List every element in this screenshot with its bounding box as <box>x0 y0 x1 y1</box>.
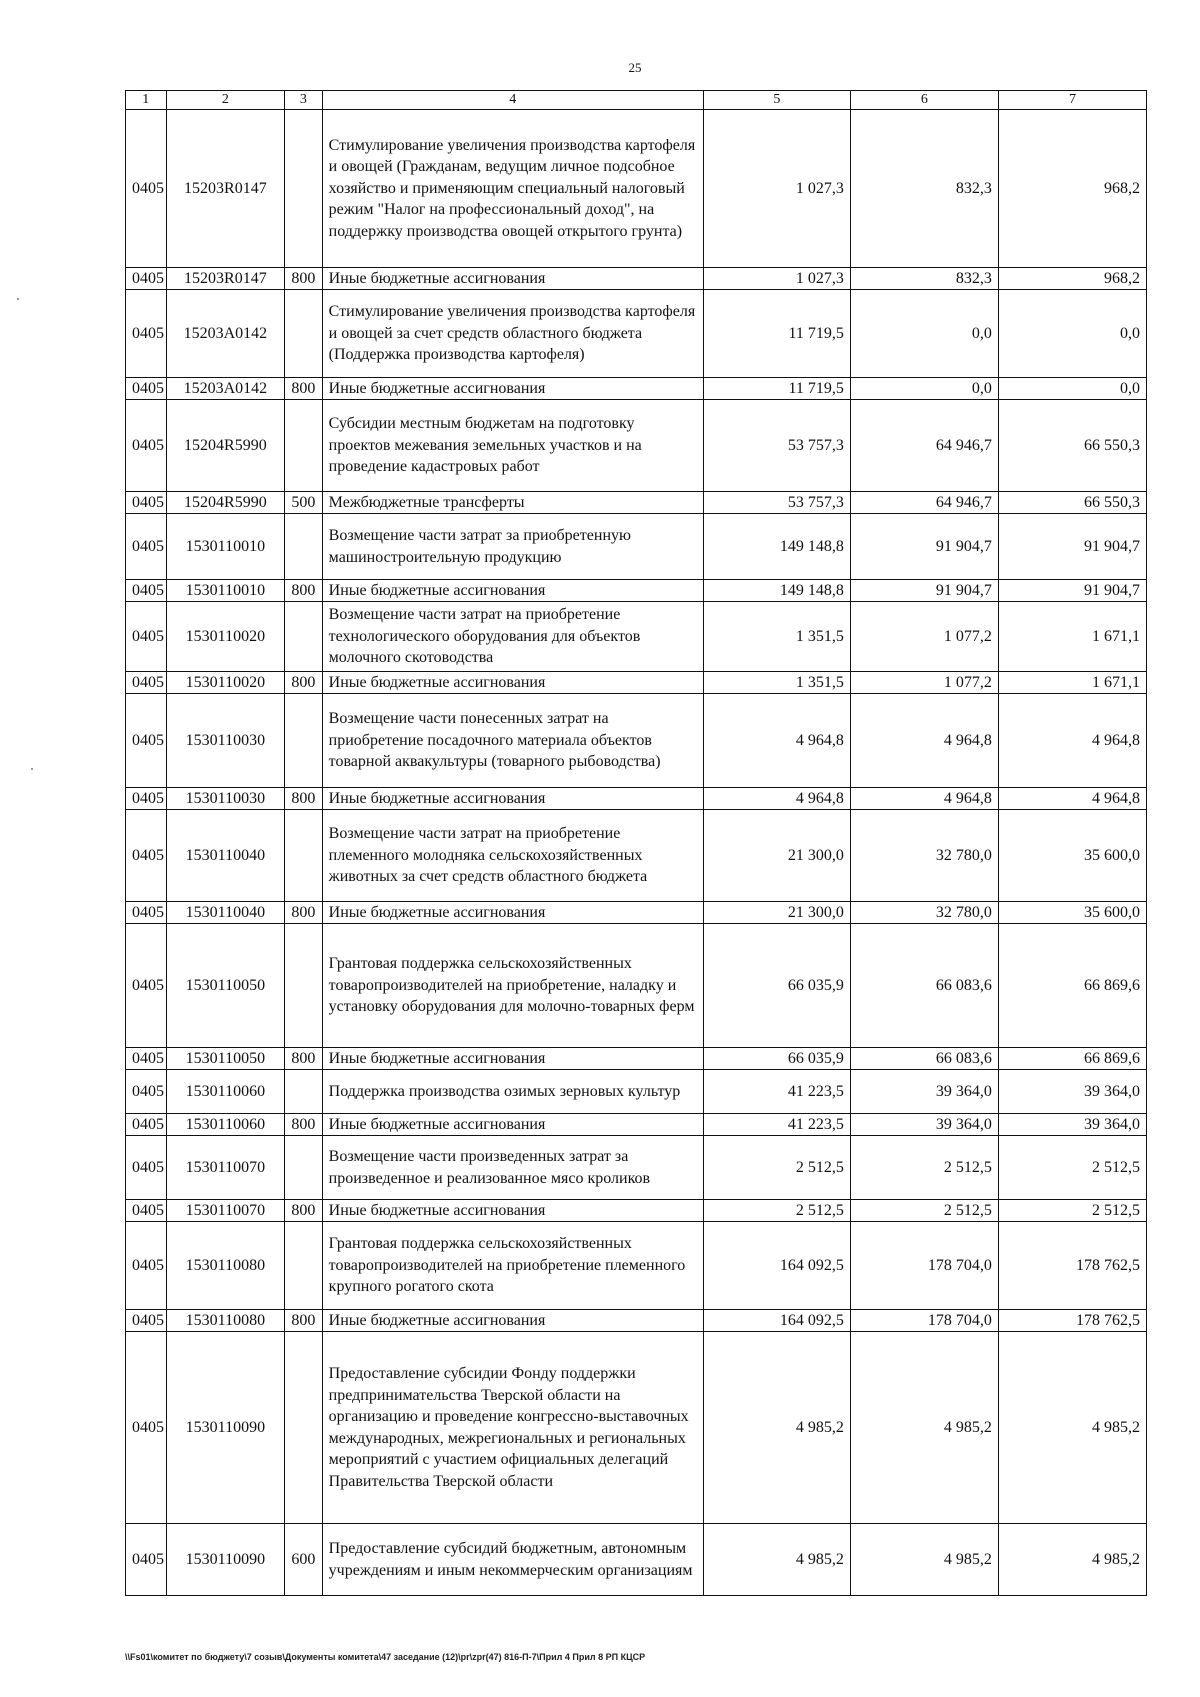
amount-col5-cell: 149 148,8 <box>703 580 850 602</box>
amount-col7-cell: 66 550,3 <box>998 492 1146 514</box>
footer-file-path: \\Fs01\комитет по бюджету\7 созыв\Документы комитета\47 заседание (12)\pr\zpr(47) 816-П-7\Прил 4 Прил 8 РП КЦСР <box>125 1652 646 1662</box>
header-cell: 2 <box>166 91 285 110</box>
item-name-cell: Предоставление субсидий бюджетным, автономным учреждениям и иным некоммерческим организациям <box>322 1524 703 1596</box>
section-code-cell: 0405 <box>126 810 167 902</box>
amount-col6-cell: 178 704,0 <box>850 1310 998 1332</box>
section-code-cell: 0405 <box>126 694 167 788</box>
target-code-cell: 1530110010 <box>166 514 285 580</box>
amount-col6-cell: 32 780,0 <box>850 810 998 902</box>
section-code-cell: 0405 <box>126 1114 167 1136</box>
expense-kind-cell: 800 <box>285 1310 323 1332</box>
section-code-cell: 0405 <box>126 290 167 378</box>
target-code-cell: 1530110070 <box>166 1136 285 1200</box>
header-cell: 3 <box>285 91 323 110</box>
amount-col6-cell: 91 904,7 <box>850 580 998 602</box>
expense-kind-cell <box>285 290 323 378</box>
target-code-cell: 1530110060 <box>166 1070 285 1114</box>
amount-col5-cell: 11 719,5 <box>703 378 850 400</box>
section-code-cell: 0405 <box>126 1524 167 1596</box>
item-name-cell: Иные бюджетные ассигнования <box>322 1114 703 1136</box>
amount-col7-cell: 2 512,5 <box>998 1136 1146 1200</box>
expense-kind-cell <box>285 694 323 788</box>
section-code-cell: 0405 <box>126 602 167 672</box>
target-code-cell: 1530110020 <box>166 672 285 694</box>
table-row <box>126 378 1147 400</box>
amount-col7-cell: 91 904,7 <box>998 514 1146 580</box>
amount-col6-cell: 39 364,0 <box>850 1070 998 1114</box>
table-row <box>126 788 1147 810</box>
amount-col7-cell: 39 364,0 <box>998 1114 1146 1136</box>
amount-col6-cell: 1 077,2 <box>850 602 998 672</box>
table-row <box>126 268 1147 290</box>
target-code-cell: 15203R0147 <box>166 110 285 268</box>
section-code-cell: 0405 <box>126 672 167 694</box>
expense-kind-cell: 800 <box>285 788 323 810</box>
table-row <box>126 110 1147 268</box>
item-name-cell: Возмещение части затрат на приобретение технологического оборудования для объектов молочного скотоводства <box>322 602 703 672</box>
amount-col5-cell: 11 719,5 <box>703 290 850 378</box>
amount-col6-cell: 32 780,0 <box>850 902 998 924</box>
expense-kind-cell: 800 <box>285 268 323 290</box>
expense-kind-cell: 800 <box>285 902 323 924</box>
expense-kind-cell: 800 <box>285 1200 323 1222</box>
target-code-cell: 1530110060 <box>166 1114 285 1136</box>
section-code-cell: 0405 <box>126 514 167 580</box>
amount-col6-cell: 2 512,5 <box>850 1136 998 1200</box>
target-code-cell: 1530110040 <box>166 810 285 902</box>
item-name-cell: Субсидии местным бюджетам на подготовку проектов межевания земельных участков и на проведение кадастровых работ <box>322 400 703 492</box>
amount-col7-cell: 35 600,0 <box>998 902 1146 924</box>
table-row <box>126 1524 1147 1596</box>
header-cell: 6 <box>850 91 998 110</box>
amount-col5-cell: 2 512,5 <box>703 1200 850 1222</box>
item-name-cell: Возмещение части понесенных затрат на приобретение посадочного материала объектов товарной аквакультуры (товарного рыбоводства) <box>322 694 703 788</box>
section-code-cell: 0405 <box>126 1200 167 1222</box>
budget-table <box>125 90 1147 1596</box>
amount-col7-cell: 35 600,0 <box>998 810 1146 902</box>
amount-col7-cell: 968,2 <box>998 268 1146 290</box>
section-code-cell: 0405 <box>126 268 167 290</box>
section-code-cell: 0405 <box>126 902 167 924</box>
section-code-cell: 0405 <box>126 924 167 1048</box>
amount-col6-cell: 0,0 <box>850 290 998 378</box>
table-row <box>126 1200 1147 1222</box>
header-cell: 1 <box>126 91 167 110</box>
amount-col7-cell: 968,2 <box>998 110 1146 268</box>
item-name-cell: Иные бюджетные ассигнования <box>322 1200 703 1222</box>
amount-col6-cell: 0,0 <box>850 378 998 400</box>
expense-kind-cell <box>285 110 323 268</box>
amount-col5-cell: 53 757,3 <box>703 492 850 514</box>
target-code-cell: 1530110050 <box>166 924 285 1048</box>
amount-col7-cell: 66 550,3 <box>998 400 1146 492</box>
amount-col5-cell: 66 035,9 <box>703 1048 850 1070</box>
section-code-cell: 0405 <box>126 1310 167 1332</box>
amount-col7-cell: 178 762,5 <box>998 1222 1146 1310</box>
amount-col5-cell: 41 223,5 <box>703 1114 850 1136</box>
amount-col6-cell: 832,3 <box>850 268 998 290</box>
expense-kind-cell: 800 <box>285 672 323 694</box>
item-name-cell: Иные бюджетные ассигнования <box>322 672 703 694</box>
section-code-cell: 0405 <box>126 1070 167 1114</box>
amount-col6-cell: 4 985,2 <box>850 1332 998 1524</box>
amount-col5-cell: 149 148,8 <box>703 514 850 580</box>
amount-col6-cell: 64 946,7 <box>850 400 998 492</box>
amount-col6-cell: 91 904,7 <box>850 514 998 580</box>
amount-col5-cell: 53 757,3 <box>703 400 850 492</box>
item-name-cell: Предоставление субсидии Фонду поддержки предпринимательства Тверской области на организацию и проведение конгрессно-выставочных международных, межрегиональных и региональных мероприятий с участием официальных делегаций Правительства Тверской области <box>322 1332 703 1524</box>
amount-col6-cell: 39 364,0 <box>850 1114 998 1136</box>
table-row <box>126 1332 1147 1524</box>
target-code-cell: 15204R5990 <box>166 400 285 492</box>
amount-col7-cell: 0,0 <box>998 290 1146 378</box>
item-name-cell: Грантовая поддержка сельскохозяйственных товаропроизводителей на приобретение племенного крупного рогатого скота <box>322 1222 703 1310</box>
section-code-cell: 0405 <box>126 1136 167 1200</box>
expense-kind-cell <box>285 1136 323 1200</box>
amount-col7-cell: 4 964,8 <box>998 788 1146 810</box>
table-row <box>126 1310 1147 1332</box>
item-name-cell: Стимулирование увеличения производства картофеля и овощей за счет средств областного бюджета (Поддержка производства картофеля) <box>322 290 703 378</box>
item-name-cell: Возмещение части затрат за приобретенную машиностроительную продукцию <box>322 514 703 580</box>
table-row <box>126 1114 1147 1136</box>
header-cell: 4 <box>322 91 703 110</box>
target-code-cell: 1530110090 <box>166 1332 285 1524</box>
item-name-cell: Иные бюджетные ассигнования <box>322 1048 703 1070</box>
expense-kind-cell <box>285 924 323 1048</box>
section-code-cell: 0405 <box>126 400 167 492</box>
expense-kind-cell: 800 <box>285 580 323 602</box>
expense-kind-cell: 500 <box>285 492 323 514</box>
amount-col7-cell: 2 512,5 <box>998 1200 1146 1222</box>
amount-col7-cell: 0,0 <box>998 378 1146 400</box>
table-row <box>126 1070 1147 1114</box>
table-row <box>126 694 1147 788</box>
item-name-cell: Иные бюджетные ассигнования <box>322 378 703 400</box>
target-code-cell: 1530110090 <box>166 1524 285 1596</box>
expense-kind-cell: 800 <box>285 378 323 400</box>
table-row <box>126 514 1147 580</box>
section-code-cell: 0405 <box>126 788 167 810</box>
table-row <box>126 902 1147 924</box>
target-code-cell: 15203R0147 <box>166 268 285 290</box>
table-row <box>126 290 1147 378</box>
expense-kind-cell <box>285 602 323 672</box>
expense-kind-cell: 800 <box>285 1114 323 1136</box>
table-row <box>126 672 1147 694</box>
item-name-cell: Иные бюджетные ассигнования <box>322 902 703 924</box>
amount-col7-cell: 4 985,2 <box>998 1332 1146 1524</box>
expense-kind-cell <box>285 400 323 492</box>
item-name-cell: Стимулирование увеличения производства картофеля и овощей (Гражданам, ведущим личное подсобное хозяйство и применяющим специальный налоговый режим "Налог на профессиональный доход", на поддержку производства овощей открытого грунта) <box>322 110 703 268</box>
amount-col5-cell: 21 300,0 <box>703 810 850 902</box>
amount-col6-cell: 66 083,6 <box>850 924 998 1048</box>
amount-col7-cell: 39 364,0 <box>998 1070 1146 1114</box>
target-code-cell: 1530110080 <box>166 1222 285 1310</box>
item-name-cell: Возмещение части затрат на приобретение племенного молодняка сельскохозяйственных животных за счет средств областного бюджета <box>322 810 703 902</box>
amount-col6-cell: 4 964,8 <box>850 694 998 788</box>
amount-col5-cell: 4 964,8 <box>703 694 850 788</box>
amount-col7-cell: 4 964,8 <box>998 694 1146 788</box>
expense-kind-cell <box>285 1332 323 1524</box>
expense-kind-cell <box>285 810 323 902</box>
target-code-cell: 1530110020 <box>166 602 285 672</box>
item-name-cell: Возмещение части произведенных затрат за произведенное и реализованное мясо кроликов <box>322 1136 703 1200</box>
amount-col7-cell: 1 671,1 <box>998 672 1146 694</box>
section-code-cell: 0405 <box>126 110 167 268</box>
amount-col5-cell: 2 512,5 <box>703 1136 850 1200</box>
expense-kind-cell: 800 <box>285 1048 323 1070</box>
header-row <box>126 91 1147 110</box>
amount-col7-cell: 66 869,6 <box>998 1048 1146 1070</box>
scan-speck <box>31 768 33 770</box>
expense-kind-cell: 600 <box>285 1524 323 1596</box>
amount-col5-cell: 1 351,5 <box>703 602 850 672</box>
amount-col5-cell: 1 027,3 <box>703 110 850 268</box>
item-name-cell: Поддержка производства озимых зерновых культур <box>322 1070 703 1114</box>
section-code-cell: 0405 <box>126 492 167 514</box>
item-name-cell: Иные бюджетные ассигнования <box>322 580 703 602</box>
amount-col7-cell: 1 671,1 <box>998 602 1146 672</box>
amount-col6-cell: 832,3 <box>850 110 998 268</box>
scan-speck <box>17 298 19 300</box>
amount-col6-cell: 64 946,7 <box>850 492 998 514</box>
amount-col7-cell: 178 762,5 <box>998 1310 1146 1332</box>
target-code-cell: 1530110050 <box>166 1048 285 1070</box>
target-code-cell: 1530110030 <box>166 694 285 788</box>
header-cell: 5 <box>703 91 850 110</box>
amount-col5-cell: 1 351,5 <box>703 672 850 694</box>
target-code-cell: 1530110010 <box>166 580 285 602</box>
target-code-cell: 15204R5990 <box>166 492 285 514</box>
item-name-cell: Межбюджетные трансферты <box>322 492 703 514</box>
amount-col5-cell: 4 985,2 <box>703 1332 850 1524</box>
amount-col7-cell: 91 904,7 <box>998 580 1146 602</box>
amount-col5-cell: 4 985,2 <box>703 1524 850 1596</box>
item-name-cell: Грантовая поддержка сельскохозяйственных товаропроизводителей на приобретение, наладку и установку оборудования для молочно-товарных ферм <box>322 924 703 1048</box>
amount-col5-cell: 4 964,8 <box>703 788 850 810</box>
table-row <box>126 602 1147 672</box>
expense-kind-cell <box>285 514 323 580</box>
target-code-cell: 1530110040 <box>166 902 285 924</box>
item-name-cell: Иные бюджетные ассигнования <box>322 788 703 810</box>
section-code-cell: 0405 <box>126 1048 167 1070</box>
page-number: 25 <box>628 60 642 75</box>
target-code-cell: 1530110070 <box>166 1200 285 1222</box>
amount-col6-cell: 4 985,2 <box>850 1524 998 1596</box>
table-row <box>126 924 1147 1048</box>
amount-col6-cell: 178 704,0 <box>850 1222 998 1310</box>
amount-col5-cell: 164 092,5 <box>703 1222 850 1310</box>
table-row <box>126 1136 1147 1200</box>
section-code-cell: 0405 <box>126 580 167 602</box>
amount-col7-cell: 66 869,6 <box>998 924 1146 1048</box>
amount-col5-cell: 1 027,3 <box>703 268 850 290</box>
target-code-cell: 1530110080 <box>166 1310 285 1332</box>
target-code-cell: 15203A0142 <box>166 378 285 400</box>
amount-col6-cell: 4 964,8 <box>850 788 998 810</box>
expense-kind-cell <box>285 1070 323 1114</box>
amount-col5-cell: 41 223,5 <box>703 1070 850 1114</box>
header-cell: 7 <box>998 91 1146 110</box>
amount-col5-cell: 66 035,9 <box>703 924 850 1048</box>
amount-col6-cell: 1 077,2 <box>850 672 998 694</box>
amount-col5-cell: 21 300,0 <box>703 902 850 924</box>
table-row <box>126 580 1147 602</box>
table-row <box>126 400 1147 492</box>
item-name-cell: Иные бюджетные ассигнования <box>322 268 703 290</box>
amount-col6-cell: 2 512,5 <box>850 1200 998 1222</box>
expense-kind-cell <box>285 1222 323 1310</box>
amount-col6-cell: 66 083,6 <box>850 1048 998 1070</box>
section-code-cell: 0405 <box>126 1222 167 1310</box>
section-code-cell: 0405 <box>126 378 167 400</box>
amount-col7-cell: 4 985,2 <box>998 1524 1146 1596</box>
item-name-cell: Иные бюджетные ассигнования <box>322 1310 703 1332</box>
table-row <box>126 1222 1147 1310</box>
table-row <box>126 810 1147 902</box>
amount-col5-cell: 164 092,5 <box>703 1310 850 1332</box>
table-row <box>126 492 1147 514</box>
target-code-cell: 1530110030 <box>166 788 285 810</box>
section-code-cell: 0405 <box>126 1332 167 1524</box>
table-row <box>126 1048 1147 1070</box>
target-code-cell: 15203A0142 <box>166 290 285 378</box>
